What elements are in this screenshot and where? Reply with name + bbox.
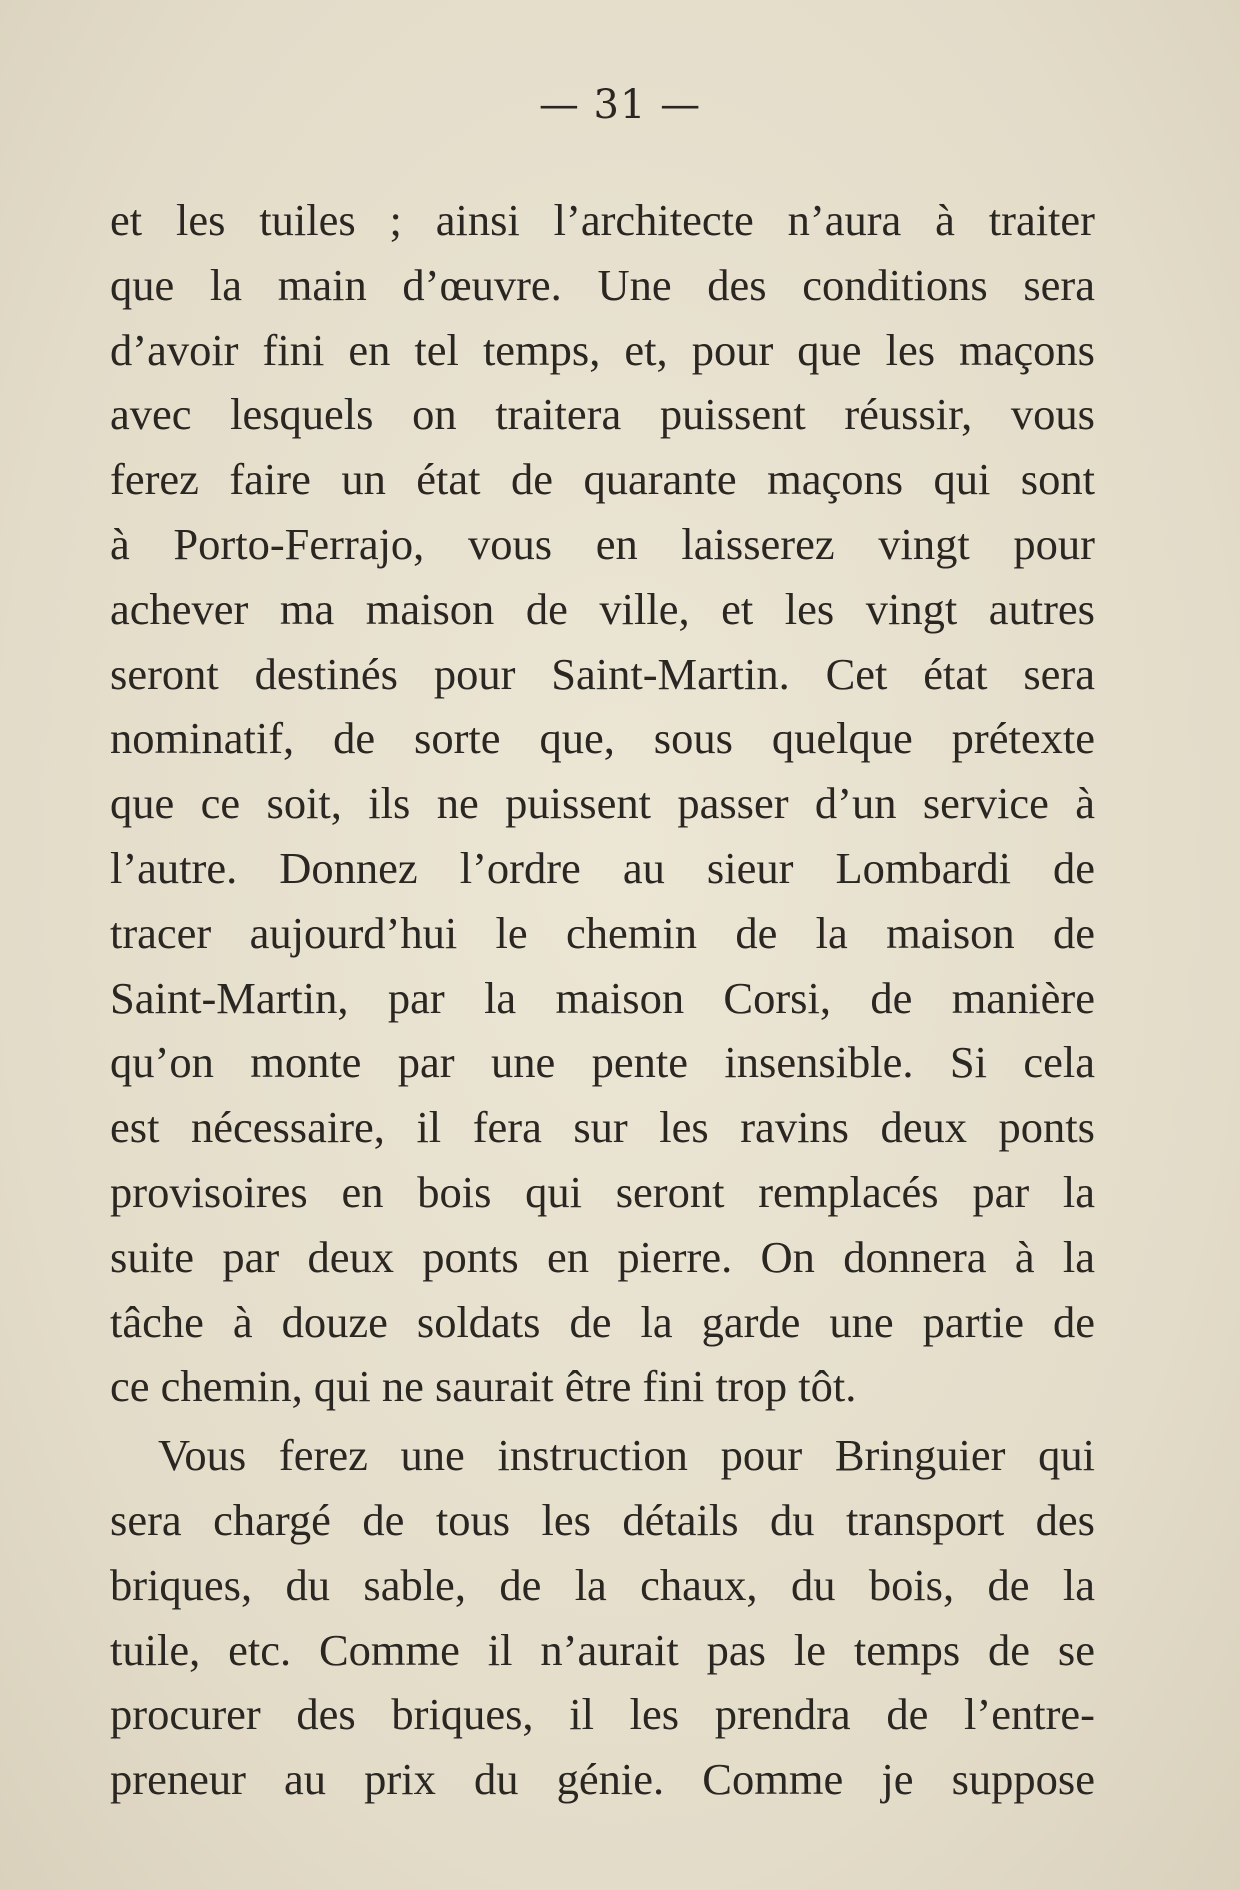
text-line: et les tuiles ; ainsi l’architecte n’aura à traiter xyxy=(110,195,1095,245)
text-line: suite par deux ponts en pierre. On donnera à la xyxy=(110,1231,1095,1282)
text-line: seront destinés pour Saint-Martin. Cet état sera xyxy=(110,648,1095,699)
text-line: provisoires en bois qui seront remplacés par la xyxy=(110,1166,1095,1217)
text-line: achever ma maison de ville, et les vingt autres xyxy=(110,583,1095,634)
text-line: est nécessaire, il fera sur les ravins deux ponts xyxy=(110,1102,1095,1153)
page-number: — 31 — xyxy=(538,82,702,128)
paragraph-1 xyxy=(110,188,1095,1419)
text-line: Vous ferez une instruction pour Bringuier qui xyxy=(158,1430,1095,1481)
text-line: tuile, etc. Comme il n’aurait pas le temps de se xyxy=(110,1624,1095,1675)
text-line: nominatif, de sorte que, sous quelque prétexte xyxy=(110,713,1095,764)
text-line: à Porto-Ferrajo, vous en laisserez vingt pour xyxy=(110,518,1095,569)
text-line: procurer des briques, il les prendra de l’entre- xyxy=(110,1689,1095,1740)
text-line: qu’on monte par une pente insensible. Si cela xyxy=(110,1037,1095,1088)
text-line: l’autre. Donnez l’ordre au sieur Lombardi de xyxy=(110,842,1095,893)
text-line: ferez faire un état de quarante maçons qui sont xyxy=(110,454,1095,505)
text-line: avec lesquels on traitera puissent réussir, vous xyxy=(110,389,1095,440)
text-line: briques, du sable, de la chaux, du bois, de la xyxy=(110,1559,1095,1610)
body-text xyxy=(110,188,1095,1812)
text-line: Saint-Martin, par la maison Corsi, de manière xyxy=(110,972,1095,1023)
text-line: que la main d’œuvre. Une des conditions sera xyxy=(110,259,1095,310)
text-line: que ce soit, ils ne puissent passer d’un service à xyxy=(110,778,1095,829)
text-line: sera chargé de tous les détails du transport des xyxy=(110,1494,1095,1545)
text-line: d’avoir fini en tel temps, et, pour que les maçons xyxy=(110,324,1095,375)
text-line: preneur au prix du génie. Comme je suppose xyxy=(110,1754,1095,1805)
text-line: ce chemin, qui ne saurait être fini trop tôt. xyxy=(110,1361,857,1412)
paragraph-2 xyxy=(110,1423,1095,1812)
text-line: tracer aujourd’hui le chemin de la maison de xyxy=(110,907,1095,958)
text-line: tâche à douze soldats de la garde une partie de xyxy=(110,1296,1095,1347)
